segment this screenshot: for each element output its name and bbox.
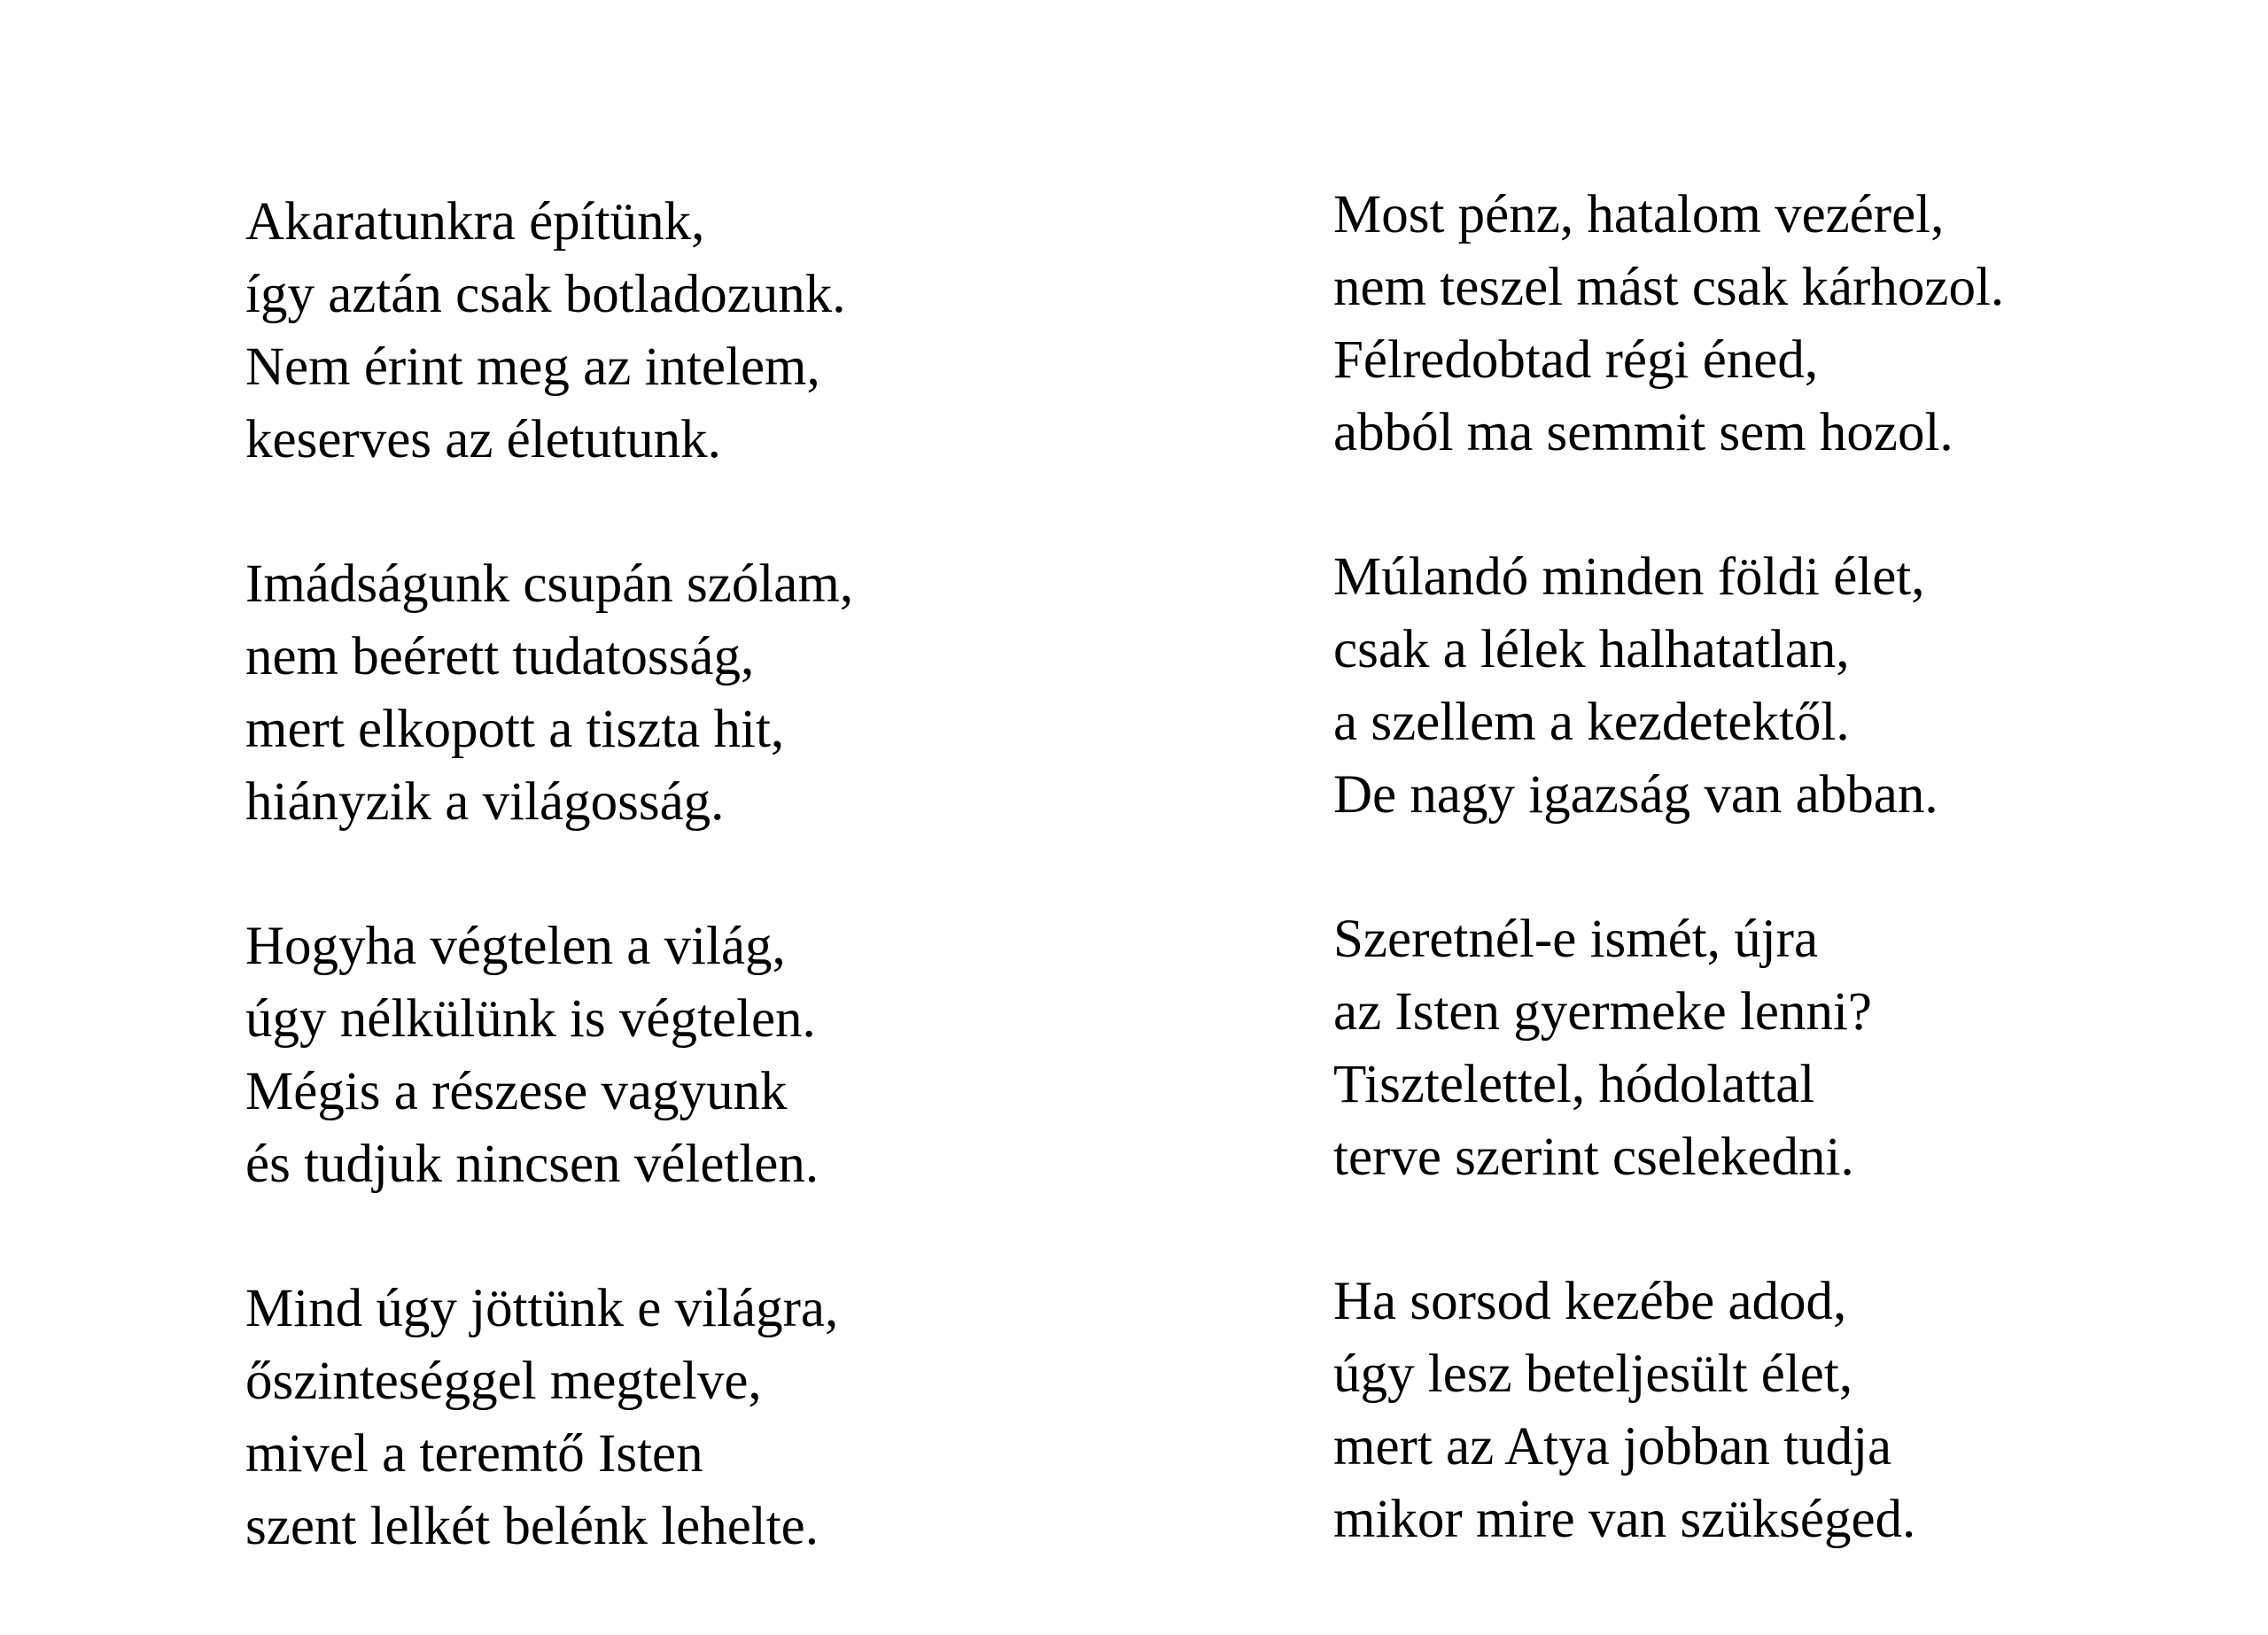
poem-line: Ha sorsod kezébe adod, bbox=[1333, 1272, 1847, 1331]
stanza bbox=[1333, 179, 2268, 469]
stanza bbox=[245, 910, 1220, 1201]
poem-line: Most pénz, hatalom vezérel, bbox=[1333, 185, 1945, 244]
poem-line: keserves az életutunk. bbox=[245, 410, 721, 469]
stanza bbox=[245, 186, 1220, 477]
poem-line: szent lelkét belénk lehelte. bbox=[245, 1497, 819, 1556]
poem-line: mivel a teremtő Isten bbox=[245, 1424, 703, 1484]
poem-line: Akaratunkra építünk, bbox=[245, 192, 705, 252]
poem-line: úgy lesz beteljesült élet, bbox=[1333, 1344, 1853, 1404]
poem-column-right bbox=[1333, 179, 2268, 1628]
poem-line: Szeretnél-e ismét, újra bbox=[1333, 910, 1819, 969]
stanza bbox=[245, 548, 1220, 839]
poem-line: abból ma semmit sem hozol. bbox=[1333, 403, 1953, 462]
poem-line: őszinteséggel megtelve, bbox=[245, 1352, 762, 1411]
poem-line: az Isten gyermeke lenni? bbox=[1333, 982, 1873, 1042]
poem-line: hiányzik a világosság. bbox=[245, 772, 725, 832]
poem-line: csak a lélek halhatatlan, bbox=[1333, 620, 1850, 679]
stanza bbox=[1333, 1266, 2268, 1556]
poem-line: Nem érint meg az intelem, bbox=[245, 337, 820, 397]
stanza bbox=[1333, 541, 2268, 832]
poem-line: Imádságunk csupán szólam, bbox=[245, 554, 854, 614]
poem-line: és tudjuk nincsen véletlen. bbox=[245, 1135, 819, 1194]
stanza bbox=[1333, 903, 2268, 1194]
poem-line: úgy nélkülünk is végtelen. bbox=[245, 989, 816, 1049]
poem-line: Tisztelettel, hódolattal bbox=[1333, 1055, 1815, 1114]
poem-line: terve szerint cselekedni. bbox=[1333, 1127, 1854, 1187]
poem-line: Félredobtad régi éned, bbox=[1333, 330, 1819, 390]
poem-line: Mind úgy jöttünk e világra, bbox=[245, 1279, 839, 1338]
poem-line: Hogyha végtelen a világ, bbox=[245, 917, 786, 976]
poem-line: így aztán csak botladozunk. bbox=[245, 265, 846, 324]
poem-line: nem teszel mást csak kárhozol. bbox=[1333, 258, 2005, 317]
poem-line: nem beérett tudatosság, bbox=[245, 627, 755, 686]
poem-line: Mégis a részese vagyunk bbox=[245, 1062, 788, 1121]
poem-line: mert az Atya jobban tudja bbox=[1333, 1417, 1892, 1476]
poem-line: De nagy igazság van abban. bbox=[1333, 765, 1938, 825]
poem-line: mikor mire van szükséged. bbox=[1333, 1490, 1916, 1549]
poem-line: Múlandó minden földi élet, bbox=[1333, 547, 1925, 607]
poem-line: a szellem a kezdetektől. bbox=[1333, 693, 1850, 752]
poem-line: mert elkopott a tiszta hit, bbox=[245, 700, 785, 759]
poem-column-left bbox=[245, 186, 1220, 1635]
stanza bbox=[245, 1273, 1220, 1563]
